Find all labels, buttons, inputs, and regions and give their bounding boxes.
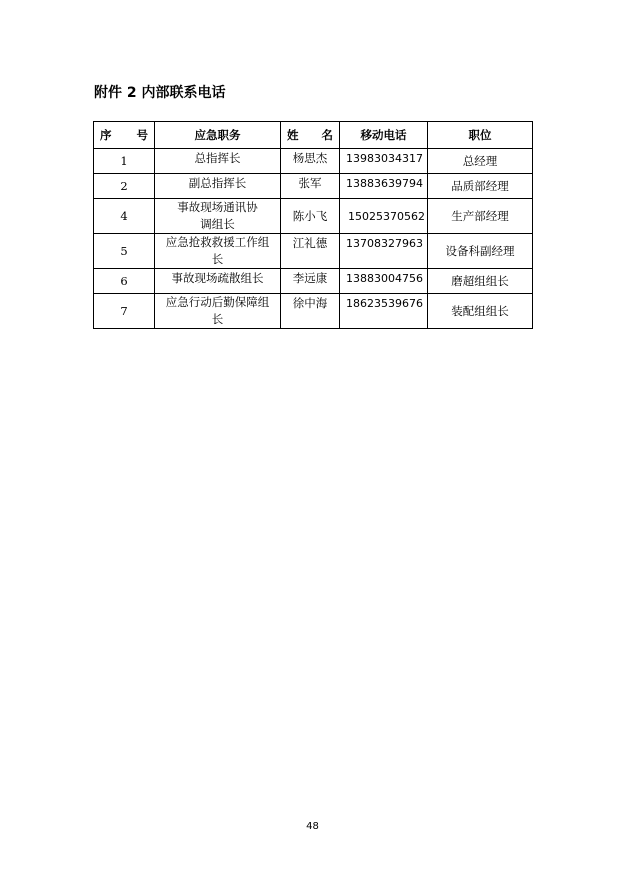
header-seq-char1: 序 xyxy=(100,128,112,142)
cell-position: 设备科副经理 xyxy=(428,234,533,269)
table-row xyxy=(94,294,533,329)
cell-phone: 13708327963 xyxy=(340,234,428,269)
cell-seq: 4 xyxy=(94,199,155,234)
cell-duty: 事故现场疏散组长 xyxy=(155,269,281,294)
cell-duty: 总指挥长 xyxy=(155,149,281,174)
cell-seq: 6 xyxy=(94,269,155,294)
cell-name: 张军 xyxy=(281,174,340,199)
cell-duty: 事故现场通讯协调组长 xyxy=(155,199,281,234)
cell-name: 陈小飞 xyxy=(281,199,340,234)
cell-position: 生产部经理 xyxy=(428,199,533,234)
cell-position: 装配组组长 xyxy=(428,294,533,329)
header-phone: 移动电话 xyxy=(340,122,428,149)
table-row xyxy=(94,199,533,234)
cell-phone: 13983034317 xyxy=(340,149,428,174)
cell-name: 李远康 xyxy=(281,269,340,294)
cell-phone: 13883639794 xyxy=(340,174,428,199)
cell-phone: 13883004756 xyxy=(340,269,428,294)
cell-duty: 应急行动后勤保障组长 xyxy=(155,294,281,329)
cell-name: 杨思杰 xyxy=(281,149,340,174)
cell-phone: 15025370562 xyxy=(340,199,428,234)
cell-seq: 5 xyxy=(94,234,155,269)
document-title: 附件 2 内部联系电话 xyxy=(94,85,226,101)
header-seq xyxy=(94,122,155,149)
cell-phone: 18623539676 xyxy=(340,294,428,329)
table-header-row xyxy=(94,122,533,149)
cell-duty: 应急抢救救援工作组长 xyxy=(155,234,281,269)
cell-position: 品质部经理 xyxy=(428,174,533,199)
cell-position: 磨超组组长 xyxy=(428,269,533,294)
header-duty: 应急职务 xyxy=(155,122,281,149)
table-row xyxy=(94,174,533,199)
table-row xyxy=(94,149,533,174)
page-number: 48 xyxy=(306,821,319,832)
cell-seq: 7 xyxy=(94,294,155,329)
header-position: 职位 xyxy=(428,122,533,149)
table-row xyxy=(94,269,533,294)
cell-name: 徐中海 xyxy=(281,294,340,329)
cell-seq: 1 xyxy=(94,149,155,174)
contact-table xyxy=(93,121,533,329)
cell-duty: 副总指挥长 xyxy=(155,174,281,199)
header-seq-char2: 号 xyxy=(136,128,148,142)
cell-name: 江礼德 xyxy=(281,234,340,269)
table-row xyxy=(94,234,533,269)
cell-seq: 2 xyxy=(94,174,155,199)
header-name-char1: 姓 xyxy=(287,128,299,142)
cell-position: 总经理 xyxy=(428,149,533,174)
header-name-char2: 名 xyxy=(321,128,333,142)
header-name xyxy=(281,122,340,149)
